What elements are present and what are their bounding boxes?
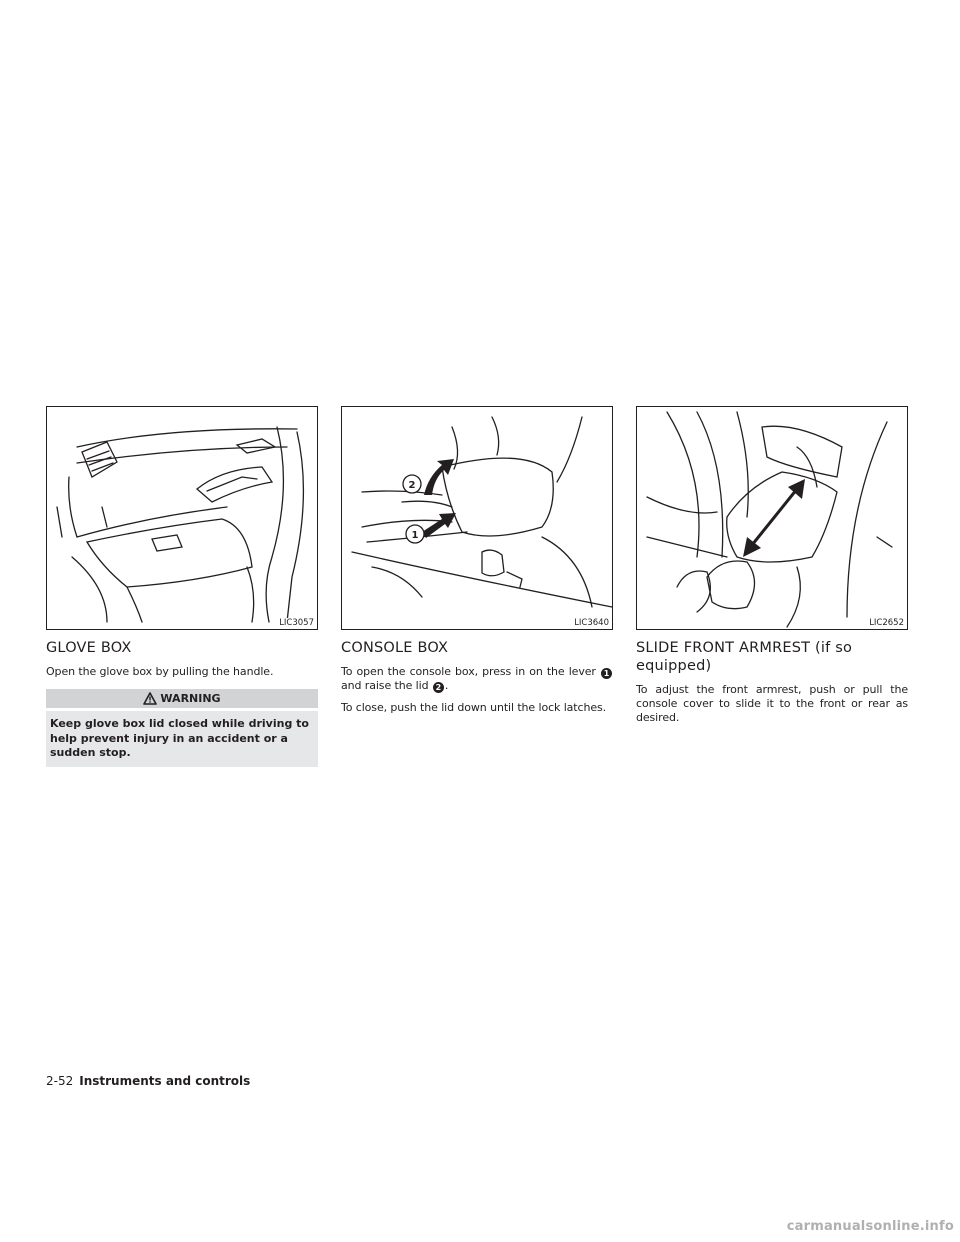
watermark: carmanualsonline.info: [786, 1219, 954, 1234]
console-box-open-text: To open the console box, press in on the lever 1 and raise the lid 2 .: [341, 665, 613, 693]
warning-text: Keep glove box lid closed while driving to help prevent injury in an accident or a sudden stop.: [46, 711, 318, 767]
figure-code: LIC2652: [869, 618, 904, 628]
console-box-drawing: [342, 407, 612, 629]
warning-box: [46, 689, 318, 767]
console-box-illustration: [341, 406, 613, 630]
figure-callout-2: 2: [408, 480, 416, 491]
console-box-close-text: To close, push the lid down until the lock latches.: [341, 701, 607, 714]
armrest-text: To adjust the front armrest, push or pull the console cover to slide it to the front or rear as desired.: [636, 683, 908, 724]
armrest-drawing: [637, 407, 907, 629]
warning-header: [46, 689, 318, 708]
page-number: 2-52: [46, 1074, 74, 1088]
callout-2-icon: 2: [433, 682, 444, 693]
armrest-heading: SLIDE FRONT ARMREST (if so equipped): [636, 640, 853, 674]
warning-triangle-icon: [143, 692, 157, 705]
glove-box-drawing: [47, 407, 317, 629]
armrest-illustration: [636, 406, 908, 630]
glove-box-heading: GLOVE BOX: [46, 640, 132, 656]
glove-box-section: [46, 406, 318, 767]
console-box-heading: CONSOLE BOX: [341, 640, 449, 656]
callout-1-icon: 1: [601, 668, 612, 679]
figure-callout-1: 1: [411, 530, 419, 541]
figure-code: LIC3640: [574, 618, 609, 628]
console-box-section: [341, 406, 613, 715]
glove-box-text: Open the glove box by pulling the handle.: [46, 665, 274, 678]
page-footer: [46, 1074, 250, 1088]
glove-box-illustration: [46, 406, 318, 630]
armrest-section: [636, 406, 908, 725]
section-title: Instruments and controls: [79, 1074, 251, 1088]
warning-label: WARNING: [160, 692, 221, 705]
figure-code: LIC3057: [279, 618, 314, 628]
